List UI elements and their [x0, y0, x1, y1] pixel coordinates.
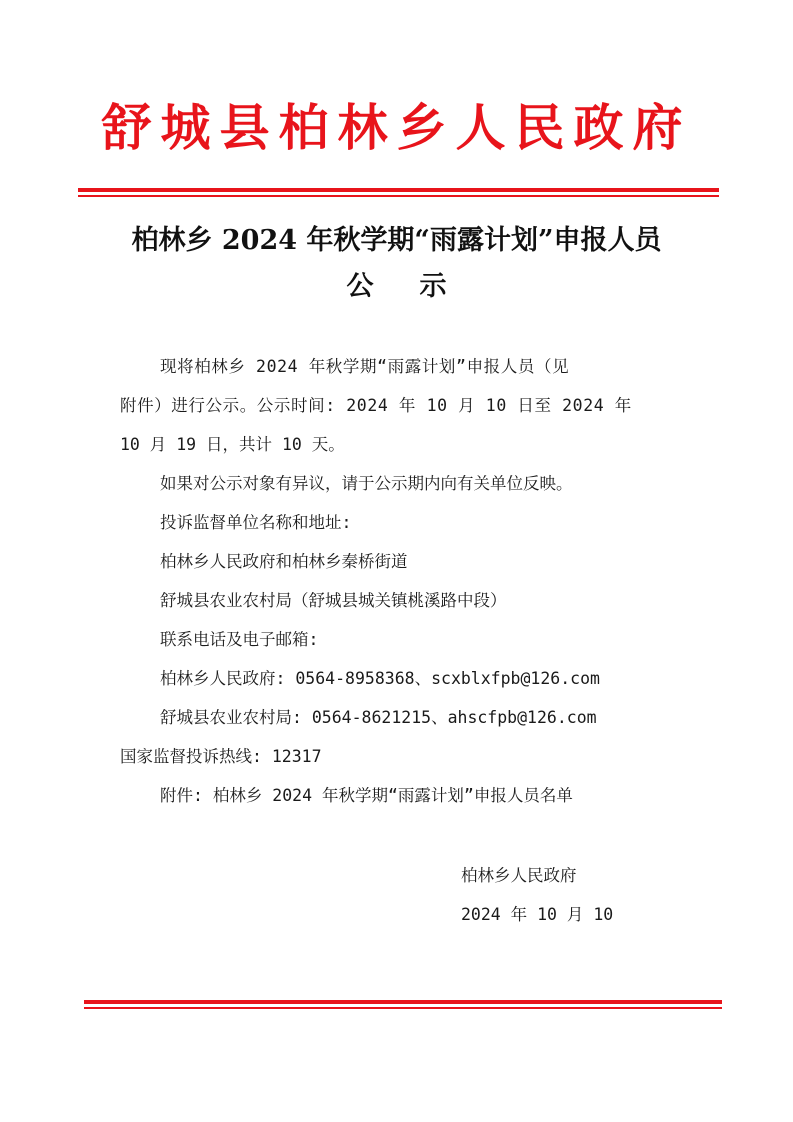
body-p10: 附件: 柏林乡 2024 年秋学期“雨露计划”申报人员名单 — [160, 786, 573, 805]
body-p6: 联系电话及电子邮箱: — [160, 630, 319, 649]
signature-org: 柏林乡人民政府 — [461, 866, 577, 885]
body-p7: 柏林乡人民政府: 0564-8958368、scxblxfpb@126.com — [160, 669, 600, 688]
body-p4: 柏林乡人民政府和柏林乡秦桥街道 — [160, 552, 408, 571]
body-p5: 舒城县农业农村局（舒城县城关镇桃溪路中段） — [160, 591, 507, 610]
body-p8: 舒城县农业农村局: 0564-8621215、ahscfpb@126.com — [160, 708, 597, 727]
signature-date: 2024 年 10 月 10 — [461, 905, 614, 924]
notice-title — [0, 218, 793, 310]
body-p1-line3: 10 月 19 日，共计 10 天。 — [120, 435, 345, 454]
letterhead-title: 舒城县柏林乡人民政府 — [101, 98, 692, 157]
letterhead-rule-thin — [78, 195, 719, 197]
body-p1-line1: 现将柏林乡 2024 年秋学期“雨露计划”申报人员（见 — [160, 357, 570, 376]
footer-rule-thick — [84, 1000, 722, 1004]
footer-rule-thin — [84, 1007, 722, 1009]
body-p9: 国家监督投诉热线: 12317 — [120, 747, 322, 766]
letterhead-rule-thick — [78, 188, 719, 192]
body-p2: 如果对公示对象有异议，请于公示期内向有关单位反映。 — [160, 474, 573, 493]
notice-title-line2: 公示 — [346, 271, 493, 302]
body-p3: 投诉监督单位名称和地址: — [160, 513, 352, 532]
notice-title-line1: 柏林乡 2024 年秋学期“雨露计划”申报人员 — [131, 225, 662, 256]
body-p1-line2: 附件）进行公示。公示时间: 2024 年 10 月 10 日至 2024 年 — [120, 396, 632, 415]
